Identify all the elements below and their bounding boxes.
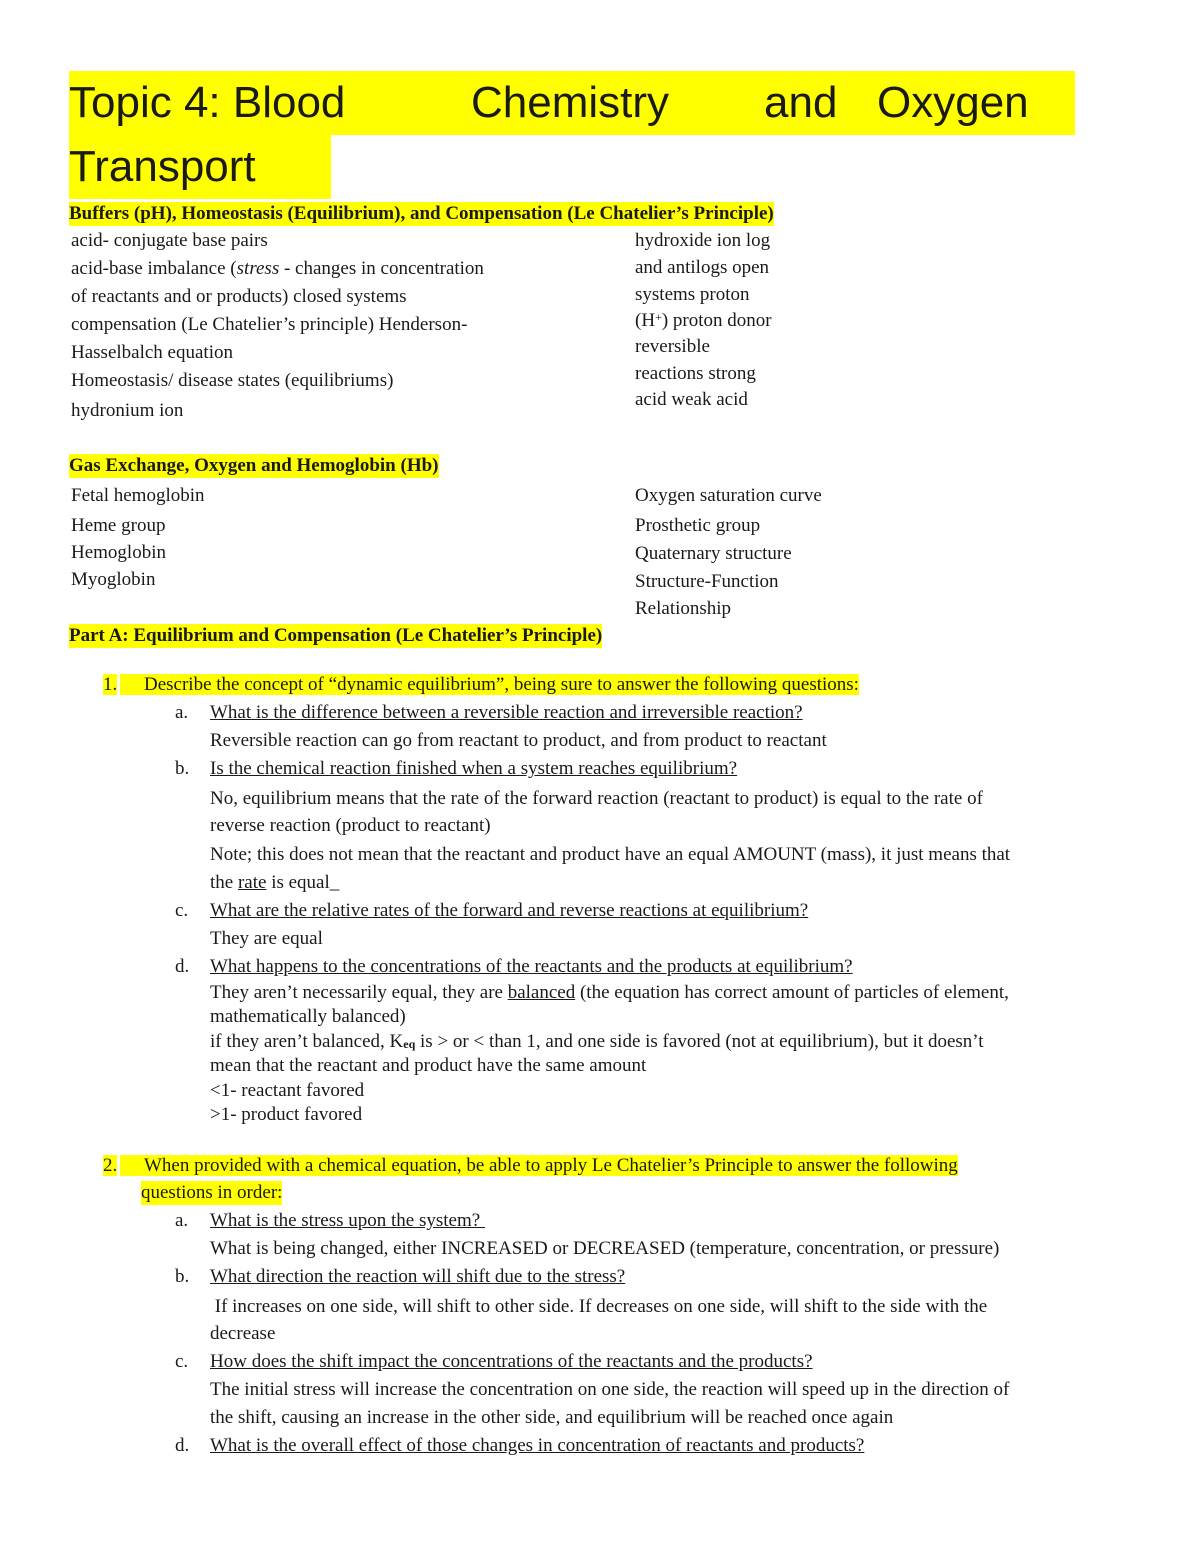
section-heading-buffers: Buffers (pH), Homeostasis (Equilibrium), and Compensation (Le Chatelier’s Principle) xyxy=(69,203,774,224)
term-item: acid-base imbalance (stress - changes in concentration xyxy=(71,258,484,279)
term-item: Homeostasis/ disease states (equilibriums) xyxy=(71,370,394,391)
question-text: Describe the concept of “dynamic equilibrium”, being sure to answer the following questions: xyxy=(144,674,859,695)
sub-question-text: What happens to the concentrations of the reactants and the products at equilibrium? xyxy=(210,956,853,977)
title-word-oxygen: Oxygen xyxy=(877,78,1029,127)
term-item: reversible xyxy=(635,336,710,357)
title-word-chemistry: Chemistry xyxy=(471,78,670,127)
term-item: Relationship xyxy=(635,598,732,619)
sub-question-letter: b. xyxy=(175,1266,190,1287)
term-item: compensation (Le Chatelier’s principle) Henderson- xyxy=(71,314,468,335)
part-a-heading: Part A: Equilibrium and Compensation (Le Chatelier’s Principle) xyxy=(69,625,603,646)
term-item: Quaternary structure xyxy=(635,543,792,564)
term-item: Hemoglobin xyxy=(71,542,166,563)
answer-text: mathematically balanced) xyxy=(210,1006,406,1027)
answer-text: the shift, causing an increase in the other side, and equilibrium will be reached once again xyxy=(210,1407,894,1428)
answer-text: If increases on one side, will shift to other side. If decreases on one side, will shift to the side with the xyxy=(210,1296,988,1317)
sub-question-text: Is the chemical reaction finished when a system reaches equilibrium? xyxy=(210,758,738,779)
answer-text: >1- product favored xyxy=(210,1104,363,1125)
term-item: acid- conjugate base pairs xyxy=(71,230,268,251)
sub-question-letter: a. xyxy=(175,1210,189,1231)
title-word-and: and xyxy=(764,78,838,127)
term-item: Structure-Function xyxy=(635,571,779,592)
answer-text: What is being changed, either INCREASED or DECREASED (temperature, concentration, or pressure) xyxy=(210,1238,1000,1259)
term-item: Prosthetic group xyxy=(635,515,761,536)
question-2 xyxy=(103,1154,958,1178)
answer-text: reverse reaction (product to reactant) xyxy=(210,815,491,836)
sub-question-letter: c. xyxy=(175,1351,189,1372)
answer-text: if they aren’t balanced, Keq is > or < than 1, and one side is favored (not at equilibrium), but it doesn’t xyxy=(210,1031,984,1052)
sub-question-text: What is the difference between a reversible reaction and irreversible reaction? xyxy=(210,702,803,723)
term-item: Oxygen saturation curve xyxy=(635,485,822,506)
sub-question-letter: d. xyxy=(175,1435,190,1456)
term-item: acid weak acid xyxy=(635,389,748,410)
answer-text: <1- reactant favored xyxy=(210,1080,365,1101)
sub-question-letter: b. xyxy=(175,758,190,779)
term-item: and antilogs open xyxy=(635,257,770,278)
sub-question-text: How does the shift impact the concentrations of the reactants and the products? xyxy=(210,1351,813,1372)
answer-text: Reversible reaction can go from reactant to product, and from product to reactant xyxy=(210,730,827,751)
term-item: systems proton xyxy=(635,284,750,305)
answer-text: Note; this does not mean that the reactant and product have an equal AMOUNT (mass), it just means that xyxy=(210,844,1011,865)
answer-text: They aren’t necessarily equal, they are balanced (the equation has correct amount of particles of element, xyxy=(210,982,1009,1003)
question-1 xyxy=(103,673,859,697)
term-item: hydronium ion xyxy=(71,400,184,421)
title-line-1 xyxy=(69,71,1075,135)
sub-question-text: What are the relative rates of the forward and reverse reactions at equilibrium? xyxy=(210,900,809,921)
sub-question-text: What is the overall effect of those changes in concentration of reactants and products? xyxy=(210,1435,865,1456)
section-heading-gas-exchange: Gas Exchange, Oxygen and Hemoglobin (Hb) xyxy=(69,455,439,476)
answer-text: The initial stress will increase the concentration on one side, the reaction will speed up in the direction of xyxy=(210,1379,1010,1400)
sub-question-text: What direction the reaction will shift due to the stress? xyxy=(210,1266,626,1287)
question-number: 1. xyxy=(103,674,118,695)
question-number: 2. xyxy=(103,1155,118,1176)
term-item: (H+) proton donor xyxy=(635,310,772,331)
sub-question-letter: c. xyxy=(175,900,189,921)
term-item: Heme group xyxy=(71,515,166,536)
answer-text: mean that the reactant and product have the same amount xyxy=(210,1055,647,1076)
sub-question-letter: d. xyxy=(175,956,190,977)
title-line-2: Transport xyxy=(69,135,331,199)
question-text: When provided with a chemical equation, be able to apply Le Chatelier’s Principle to answer the following xyxy=(144,1155,958,1176)
term-item: Myoglobin xyxy=(71,569,156,590)
term-item: of reactants and or products) closed systems xyxy=(71,286,407,307)
term-item: Fetal hemoglobin xyxy=(71,485,205,506)
answer-text: the rate is equal_ xyxy=(210,872,340,893)
answer-text: No, equilibrium means that the rate of the forward reaction (reactant to product) is equal to the rate of xyxy=(210,788,983,809)
term-item: Hasselbalch equation xyxy=(71,342,233,363)
sub-question-text: What is the stress upon the system? xyxy=(210,1210,485,1231)
sub-question-letter: a. xyxy=(175,702,189,723)
title-word-topic: Topic 4: Blood xyxy=(69,78,346,127)
question-text: questions in order: xyxy=(141,1182,283,1203)
answer-text: They are equal xyxy=(210,928,323,949)
answer-text: decrease xyxy=(210,1323,276,1344)
term-item: hydroxide ion log xyxy=(635,230,771,251)
term-item: reactions strong xyxy=(635,363,756,384)
